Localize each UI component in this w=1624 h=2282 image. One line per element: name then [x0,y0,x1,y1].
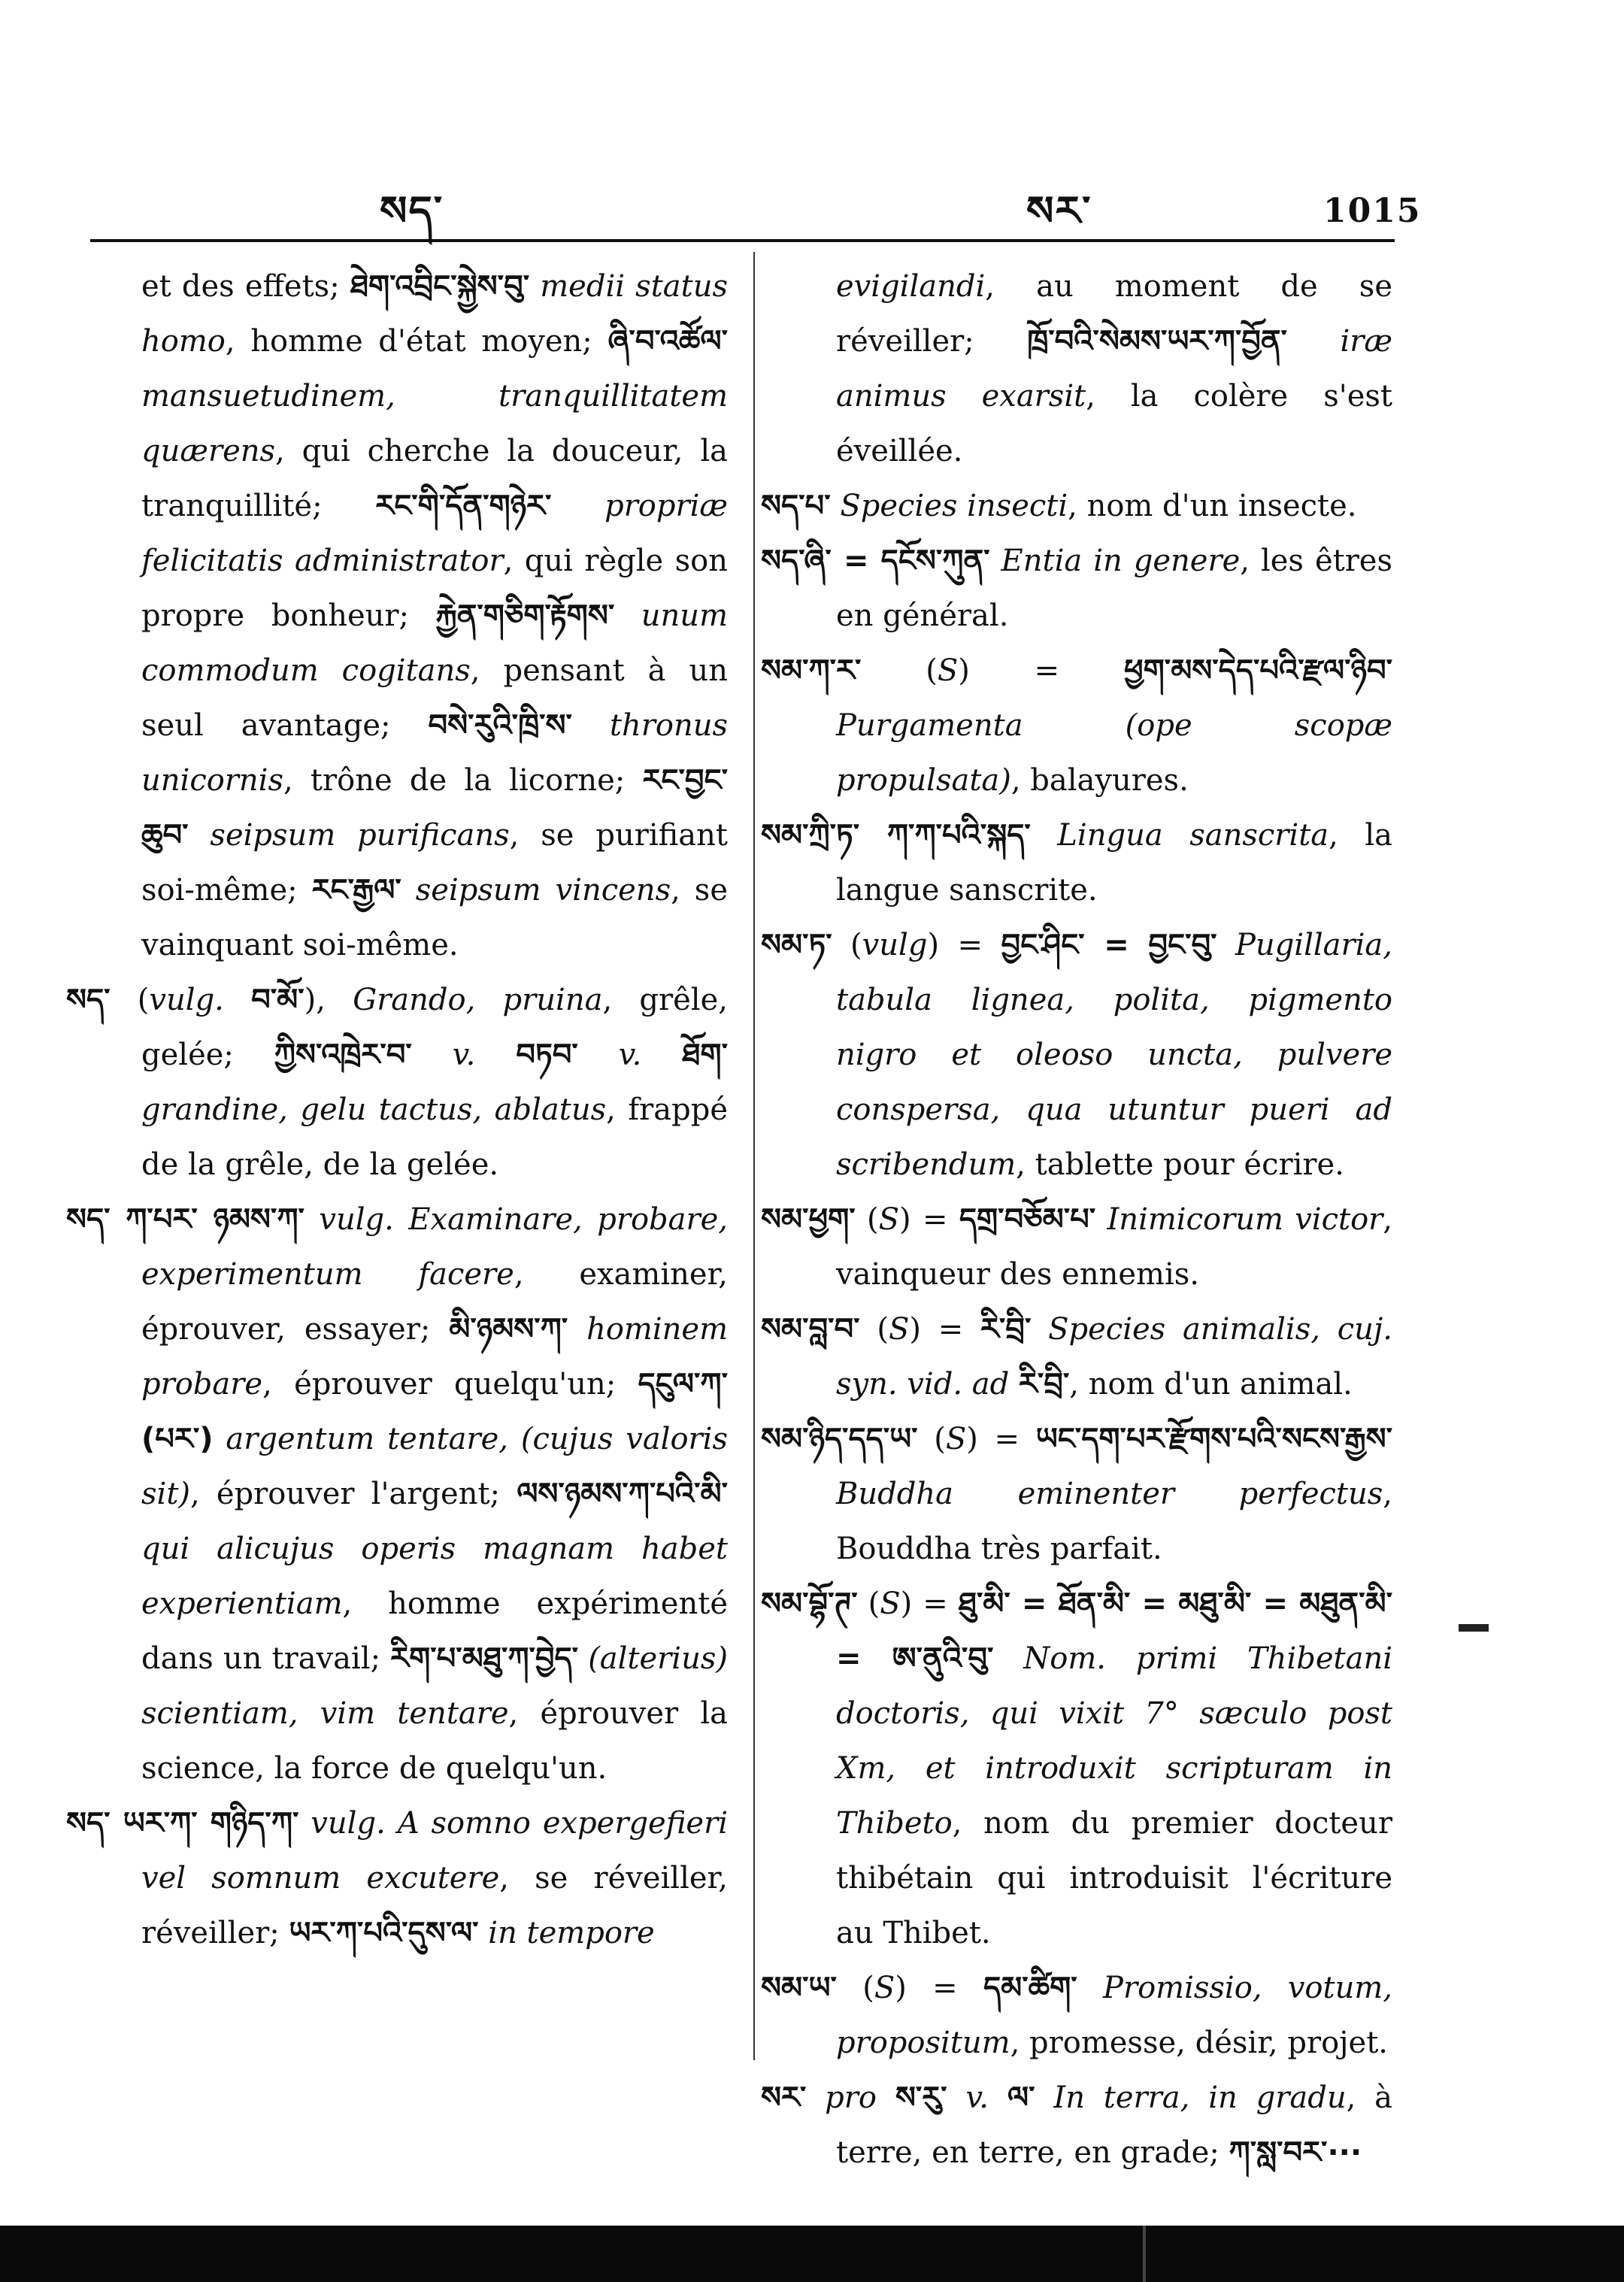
french-gloss: , les êtres en général. [836,544,1393,633]
latin-gloss: propriæ felicitatis administrator [141,489,729,578]
tibetan-term: སམ་ཀྲི་ཏ་ ཀ་ཀ་པའི་སྐད་ [761,818,1031,853]
dictionary-entry [761,1412,1392,1577]
running-head-left: སད་ [380,186,444,235]
french-gloss: , nom d'un animal. [1069,1367,1353,1402]
french-gloss: , balayures. [1010,763,1189,798]
tibetan-term: དམ་ཚིག་ [983,1971,1077,2005]
latin-gloss: Entia in genere [989,544,1241,578]
french-gloss: , tablette pour écrire. [1016,1147,1344,1182]
dictionary-entry [66,259,728,973]
tibetan-term: རིག་པ་མཐུ་ཀ་བྱེད་ [390,1641,579,1676]
tibetan-term: ཀྱིས་འཁྲེར་བ་ [274,1038,412,1072]
tibetan-term: སམ་ཕྱག་ [761,1202,856,1237]
dictionary-entry [761,479,1392,534]
dictionary-entry [761,644,1392,808]
french-gloss: ( [836,1971,874,2005]
running-head-right: སར་ [1026,186,1092,235]
dictionary-entry [66,1796,728,1961]
french-gloss: , frappé de la grêle, de la gelée. [141,1093,728,1182]
latin-gloss: Lingua sanscrita [1030,818,1329,853]
latin-gloss: Inimicorum victor [1095,1202,1383,1237]
tibetan-term: སམ་ཡ་ [761,1971,837,2005]
tibetan-term: རྐྱེན་གཅིག་རྟོགས་ [435,599,615,633]
latin-gloss: vulg. A somno expergefieri vel somnum excutere [141,1806,728,1896]
latin-gloss: seipsum vincens [401,873,671,908]
latin-gloss: evigilandi [836,269,986,304]
latin-gloss: thronus unicornis [141,708,728,798]
tibetan-term: ལས་ཉམས་ཀ་པའི་མི་ [517,1477,728,1511]
latin-gloss: Buddha eminenter perfectus [836,1477,1383,1511]
french-gloss: , la colère s'est éveillée. [836,379,1392,468]
dictionary-entry [761,1193,1392,1302]
tibetan-term: རང་གི་དོན་གཉེར་ [375,489,552,523]
french-gloss: , se purifiant soi-même; [141,818,728,908]
tibetan-term: ལ་ [1007,2080,1035,2115]
french-gloss: , nom du premier docteur thibétain qui introduisit l'écriture au Thibet. [836,1806,1392,1950]
tibetan-term: ཐོག་ [682,1038,728,1072]
latin-gloss: vulg. [149,983,252,1017]
french-gloss: ) = [899,1202,959,1237]
latin-gloss: hominem probare [141,1312,728,1402]
french-gloss: , pensant à un seul avantage; [141,653,728,743]
latin-gloss: v. [577,1038,683,1072]
tibetan-term: སམ་ཏ་ [761,928,832,962]
french-gloss: , au moment de se réveiller; [836,269,1392,359]
tibetan-term: སད་ ཡར་ཀ་ གཉིད་ཀ་ [66,1806,299,1841]
latin-gloss: medii status homo [141,269,728,359]
tibetan-term: ཐུ་མི་ = ཐོན་མི་ = མཐུ་མི་ = མཐུན་མི་ = ཨ་ནུའི་བུ་ [836,1586,1392,1676]
french-gloss: ( [917,1422,946,1456]
dictionary-entry [66,973,728,1193]
latin-gloss: Promissio, votum, propositum [836,1971,1392,2060]
dictionary-entry [66,1193,728,1796]
french-gloss: , homme expérimenté dans un travail; [141,1586,728,1676]
tibetan-term: སད་པ་ [761,489,831,523]
latin-gloss: seipsum purificans [188,818,510,853]
latin-gloss: grandine, gelu tactus, ablatus [141,1093,607,1127]
french-gloss: , éprouver quelqu'un; [262,1367,638,1402]
french-gloss: ) = [966,1422,1036,1456]
french-gloss: , homme d'état moyen; [225,324,608,359]
latin-gloss: v. [947,2080,1007,2115]
latin-gloss: qui alicujus operis magnam habet experientiam [141,1532,728,1621]
tibetan-term: ཞི་བ་འཚོལ་ [607,324,728,359]
french-gloss: , qui règle son propre bonheur; [141,544,728,633]
tibetan-term: དངུལ་ཀ་ (པར་) [141,1367,728,1456]
tibetan-term: སར་ [761,2080,807,2115]
latin-gloss: mansuetudinem, tranquillitatem quærens [141,379,728,468]
tibetan-term: བ་མོ་ [251,983,304,1017]
tibetan-term: བཏབ་ [516,1038,578,1072]
french-gloss: ) = [909,1312,980,1347]
right-column [761,259,1392,2180]
tibetan-term: རང་བྱང་ཆུབ་ [141,763,728,853]
tibetan-term: རང་རྒྱལ་ [311,873,401,908]
latin-gloss: in tempore [478,1916,655,1950]
tibetan-term: ཡང་དག་པར་རྫོགས་པའི་སངས་རྒྱས་ [1035,1422,1392,1456]
scan-edge-bar [0,2226,1624,2282]
french-gloss: ( [832,928,862,962]
tibetan-term: སམ་ཀ་ར་ [761,653,862,688]
tibetan-term: སམ་བྷོ་ཊ་ [761,1586,858,1621]
latin-gloss: S [874,1971,895,2005]
french-gloss: ( [855,1202,879,1237]
dictionary-entry [761,1302,1392,1412]
french-gloss: , qui cherche la douceur, la tranquillité; [141,434,728,523]
latin-gloss: S [880,1586,901,1621]
tibetan-term: སད་ ཀ་པར་ ཉམས་ཀ་ [66,1202,304,1237]
tibetan-term: ཁྲོ་བའི་སེམས་ཡར་ཀ་བྱོན་ [1027,324,1287,359]
french-gloss: , éprouver l'argent; [190,1477,517,1511]
latin-gloss: Nom. primi Thibetani doctoris, qui vixit 7° sæculo post Xm, et introduxit scripturam in Thibeto [836,1641,1392,1841]
latin-gloss: (alterius) scientiam, vim tentare [141,1641,728,1731]
latin-gloss: argentum tentare, (cujus valoris sit) [141,1422,728,1511]
french-gloss: , à terre, en terre, en grade; [836,2080,1392,2170]
french-gloss: ), [304,983,353,1017]
latin-gloss: S [888,1312,910,1347]
french-gloss: , vainqueur des ennemis. [836,1202,1393,1292]
latin-gloss: S [878,1202,900,1237]
french-gloss: ( [859,1312,889,1347]
tibetan-term: སམ་ཉིད་དད་ཡ་ [761,1422,918,1456]
dictionary-entry [761,1961,1392,2071]
dictionary-entry [761,534,1392,644]
tibetan-term: སམ་བླ་བ་ [761,1312,860,1347]
latin-gloss: S [937,653,959,688]
tibetan-term: རི་བྲི་ [980,1312,1032,1347]
french-gloss: ( [861,653,938,688]
latin-gloss: Pugillaria, tabula lignea, polita, pigmento nigro et oleoso uncta, pulvere conspersa, qua utuntur pueri ad scribendum [836,928,1392,1182]
french-gloss: , éprouver la science, la force de quelqu'un. [141,1696,728,1786]
latin-gloss: iræ animus exarsit [836,324,1392,414]
page-number: 1015 [1323,192,1422,230]
dictionary-entry [761,918,1392,1193]
french-gloss: , se vainquant soi-même. [141,873,729,962]
french-gloss: , la langue sanscrite. [836,818,1392,908]
tibetan-term: སད་ [66,983,111,1017]
latin-gloss: Purgamenta (ope scopæ propulsata) [836,708,1392,798]
tibetan-term: ཀ་སླ་བར་··· [1229,2135,1362,2170]
tibetan-term: བསེ་རུའི་ཁྲི་ས་ [428,708,572,743]
french-gloss: , promesse, désir, projet. [1010,2026,1389,2060]
latin-gloss: In terra, in gradu [1035,2080,1347,2115]
dictionary-entry [761,2071,1392,2180]
dictionary-entry [761,1577,1392,1961]
tibetan-term: ཡར་ཀ་པའི་དུས་ལ་ [289,1916,479,1950]
latin-gloss: Species animalis, cuj. syn. vid. ad [836,1312,1392,1402]
french-gloss: ( [110,983,150,1017]
tibetan-term: བྱང་ཤིང་ = བྱང་བུ་ [1001,928,1217,962]
dictionary-entry [761,259,1392,479]
french-gloss: , se réveiller, réveiller; [141,1861,728,1950]
margin-mark [1459,1624,1489,1632]
latin-gloss: Species insecti [830,489,1068,523]
tibetan-term: ས་རུ་ [895,2080,947,2115]
tibetan-term: དགྲ་བཅོམ་པ་ [959,1202,1096,1237]
tibetan-term: ཕྱག་མས་དེད་པའི་རྫལ་ཉིབ་ [1124,653,1392,688]
french-gloss: , Bouddha très parfait. [836,1477,1392,1566]
french-gloss: ) = [895,1971,984,2005]
tibetan-term: སད་ཞི་ = དངོས་ཀུན་ [761,544,990,578]
latin-gloss: v. [411,1038,517,1072]
tibetan-term: རི་བྲི་ [1018,1367,1070,1402]
french-gloss: , grêle, gelée; [141,983,728,1072]
left-column [66,259,728,1961]
french-gloss: , nom d'un insecte. [1068,489,1357,523]
latin-gloss: pro [806,2080,895,2115]
latin-gloss: vulg [862,928,928,962]
latin-gloss: vulg. Examinare, probare, experimentum facere [141,1202,728,1292]
dictionary-entry [761,808,1392,918]
french-gloss: ) = [958,653,1124,688]
french-gloss: , examiner, éprouver, essayer; [141,1257,728,1347]
header-rule [90,239,1395,242]
column-divider [753,252,755,2060]
tibetan-term: མི་ཉམས་ཀ་ [449,1312,568,1347]
tibetan-term: ཐེག་འབྲིང་སྐྱེས་བུ་ [350,269,530,304]
french-gloss: et des effets; [141,269,350,304]
latin-gloss: S [945,1422,967,1456]
latin-gloss: unum commodum cogitans [141,599,728,688]
french-gloss: ) = [927,928,1001,962]
french-gloss: ( [857,1586,880,1621]
latin-gloss: Grando, pruina [353,983,603,1017]
french-gloss: ) = [900,1586,959,1621]
french-gloss: , trône de la licorne; [283,763,643,798]
